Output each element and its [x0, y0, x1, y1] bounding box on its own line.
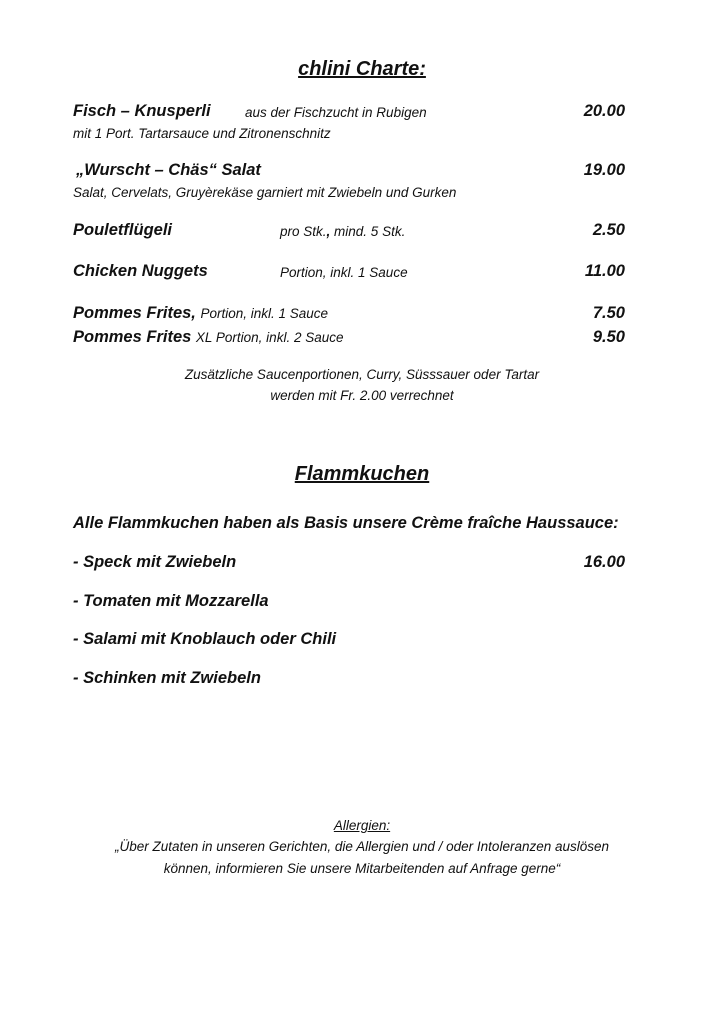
- menu-item-pommes-frites: [73, 304, 625, 328]
- sauce-note-line-1: Zusätzliche Saucenportionen, Curry, Süsssauer oder Tartar: [184, 367, 540, 382]
- item-price: 7.50: [592, 304, 625, 322]
- flammkuchen-item-tomaten: [73, 592, 625, 616]
- item-name: „Wurscht – Chäs“ Salat: [76, 161, 261, 179]
- item-price: 9.50: [592, 328, 625, 346]
- menu-item-fisch: [73, 102, 625, 126]
- menu-item-pommes-frites-xl: [73, 328, 625, 352]
- allergy-text-line-1: „Über Zutaten in unseren Gerichten, die Allergien und / oder Intoleranzen auslösen: [114, 839, 610, 854]
- item-name-group: [73, 304, 328, 323]
- item-name: - Salami mit Knoblauch oder Chili: [73, 630, 337, 648]
- section-title-chlini-charte: chlini Charte:: [298, 58, 426, 80]
- item-detail: aus der Fischzucht in Rubigen: [245, 105, 427, 120]
- item-name: Pommes Frites,: [73, 304, 196, 322]
- item-description: Salat, Cervelats, Gruyèrekäse garniert mit Zwiebeln und Gurken: [73, 185, 457, 200]
- menu-item-chicken-nuggets: [73, 262, 625, 286]
- item-price: 20.00: [583, 102, 625, 120]
- item-name: - Speck mit Zwiebeln: [73, 553, 237, 571]
- item-name: Chicken Nuggets: [73, 262, 208, 280]
- item-detail: pro Stk., mind. 5 Stk.: [280, 224, 406, 239]
- item-detail: Portion, inkl. 1 Sauce: [200, 306, 329, 321]
- flammkuchen-item-schinken: [73, 669, 625, 693]
- item-name: Pouletflügeli: [73, 221, 172, 239]
- item-detail: Portion, inkl. 1 Sauce: [280, 265, 408, 280]
- item-name: - Tomaten mit Mozzarella: [73, 592, 269, 610]
- menu-item-pouletfluegeli: [73, 221, 625, 245]
- item-price: 16.00: [583, 553, 625, 571]
- item-description: mit 1 Port. Tartarsauce und Zitronenschnitz: [73, 126, 331, 141]
- flammkuchen-intro: [73, 514, 673, 538]
- item-name: Pommes Frites: [73, 328, 192, 346]
- flammkuchen-item-salami: [73, 630, 625, 654]
- intro-text: Alle Flammkuchen haben als Basis unsere Crème fraîche Haussauce:: [73, 514, 619, 532]
- item-price: 11.00: [584, 262, 625, 280]
- section-title-flammkuchen: Flammkuchen: [294, 463, 430, 485]
- item-name: - Schinken mit Zwiebeln: [73, 669, 261, 687]
- item-name: Fisch – Knusperli: [73, 102, 211, 120]
- item-name-group: [73, 328, 343, 347]
- item-price: 19.00: [583, 161, 625, 179]
- menu-item-wurscht-chaes-salat: [73, 161, 625, 185]
- allergy-text-line-2: können, informieren Sie unsere Mitarbeitenden auf Anfrage gerne“: [163, 861, 561, 876]
- sauce-note-line-2: werden mit Fr. 2.00 verrechnet: [270, 388, 454, 403]
- allergy-title: Allergien:: [333, 818, 391, 833]
- flammkuchen-item-speck: [73, 553, 625, 577]
- item-detail: XL Portion, inkl. 2 Sauce: [195, 330, 344, 345]
- item-price: 2.50: [592, 221, 625, 239]
